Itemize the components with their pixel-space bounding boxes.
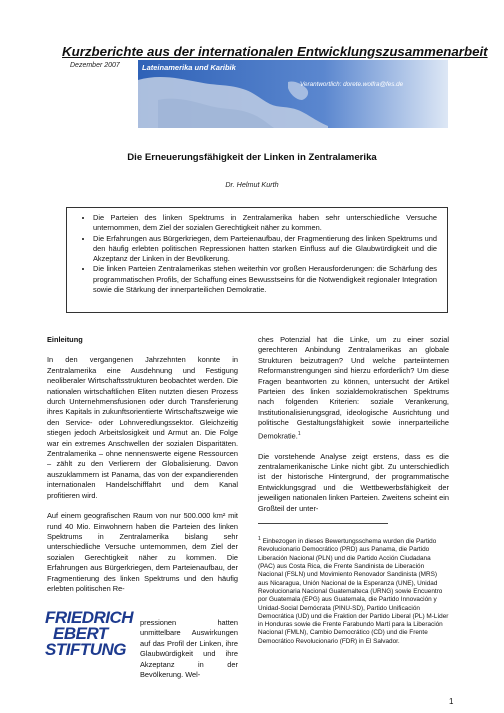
region-label: Lateinamerika und Karibik: [142, 63, 236, 72]
footnote-number: 1: [258, 536, 261, 542]
footnote: [258, 535, 449, 646]
left-column: [47, 335, 238, 604]
summary-item: • Die Erfahrungen aus Bürgerkriegen, dem Parteienaufbau, der Fragmentierung des linken Spektrums und den häufig erlebten politischen Repressionen hatten starken Einfluss auf die Glaubwürdigkeit und die Akzeptanz der Linken in der Bevölkerung.: [93, 234, 437, 265]
logo-text: FRIEDRICH: [45, 608, 134, 627]
footnote-text: Einbezogen in dieses Bewertungsschema wurden die Partido Revolucionario Democrático (PRD) aus Panama, die Partido Liberación Nacional (PLN) und die Partido Acción Ciudadana (PAC) aus Costa Rica, die Frente Sandinista de Liberación Nacional (FSLN) und Movimiento Renovador Sandinista (MRS) aus Nicaragua, Unión Nacional de la Esperanza (UNE), Unidad Revolucionaria Nacional Guatemalteca (URNG) sowie Encuentro por Guatemala (EPG) aus Guatemala, die Partido Innovación y Unidad-Social Demócrata (PINU-SD), Partido Unificación Democrática (UD) und die Fraktion der Partido Liberal (PL) M-Líder in Honduras sowie die Frente Farabundo Martí para la Liberación Nacional (FMLN), Cambio Democrático (CD) und die Frente Democrático Revolucionario (FDR) in El Salvador.: [258, 538, 449, 645]
body-paragraph: [258, 335, 449, 442]
body-paragraph: Auf einem geografischen Raum von nur 500.000 km² mit rund 40 Mio. Einwohnern haben die Parteien des linken Spektrums in Zentralamerika bislang sehr unterschiedliche Versuche unternommen, dem Ziel der sozialen Gerechtigkeit näher zu kommen. Die Erfahrungen aus Bürgerkriegen, dem Parteienaufbau, der Fragmentierung des linken Spektrums und den häufig erlebten politischen Re-: [47, 511, 238, 593]
footnote-ref[interactable]: 1: [297, 430, 301, 437]
article-author: Dr. Helmut Kurth: [225, 180, 279, 189]
logo-text: EBERT: [53, 624, 108, 643]
summary-item: • Die Parteien des linken Spektrums in Zentralamerika haben sehr unterschiedliche Versuche unternommen, dem Ziel der sozialen Gerechtigkeit näher zu kommen.: [93, 213, 437, 234]
publication-date: Dezember 2007: [70, 62, 120, 69]
body-text: ches Potenzial hat die Linke, um zu einer sozial gerechteren Anbindung Zentralamerikas an globale Strukturen beizutragen? Und welche parteiinternen Reformanstrengungen sind hierzu erforderlich? Um diese Fragen beantworten zu können, untersucht der Artikel Parteien des linken sozialdemokratischen Spektrums nach folgenden Kriterien: soziale Verankerung, Institutionalisierungsgrad, ideologische Ausrichtung und politische Gestaltungsfähigkeit sowie innerparteiliche Demokratie.: [258, 335, 449, 441]
summary-item: • Die linken Parteien Zentralamerikas stehen weiterhin vor großen Herausforderungen: die Schärfung des programmatischen Profils, der Schaffung eines Bewusstseins für die Notwendigkeit regionaler Integration sowie die Stärkung der innerparteilichen Demokratie.: [93, 264, 437, 295]
body-paragraph: Die vorstehende Analyse zeigt erstens, dass es die zentralamerikanische Linke nicht gibt. Zu unterschiedlich ist der historische Hintergrund, der programmatische Entwicklungsgrad und die Wettbewerbsfähigkeit der jeweiligen nationalen linken Parteien. Zweitens scheint ein Großteil der unter-: [258, 451, 449, 513]
right-column: [258, 335, 449, 524]
section-heading: Einleitung: [47, 335, 83, 344]
responsible-contact: Verantwortlich: dorete.wolfra@fes.de: [300, 81, 404, 88]
page-number: 1: [449, 697, 454, 706]
series-title: Kurzberichte aus der internationalen Entwicklungszusammenarbeit: [62, 44, 488, 59]
fes-logo: [45, 610, 140, 686]
summary-box: [66, 207, 448, 313]
footnote-divider: [258, 523, 388, 524]
summary-list: [67, 208, 447, 295]
body-paragraph: In den vergangenen Jahrzehnten konnte in Zentralamerika eine Ausdehnung und Festigung neoliberaler Wirtschaftsstrukturen beobachtet werden. Die nationalen wirtschaftlichen Eliten nutzten diesen Prozess durch Unternehmensfusionen oder durch Transferierung ihres Kapitals in zukunftsorientierte Wirtschaftszweige wie den Service- oder Lohnveredlungssektor. Gleichzeitig stiegen jedoch Arbeitslosigkeit und Armut an. Die Folge war ein extremes Anschwellen der sozialen Disparitäten. Zentralamerika – ohne nennenswerte eigene Ressourcen – zählt zu den Verlierern der Globalisierung. Davon auszuklammern ist Panama, das von der expandierenden internationalen Handelschifffahrt und dem Kanal profitieren wird.: [47, 355, 238, 500]
body-paragraph-wrap: pressionen hatten unmittelbare Auswirkungen auf das Profil der Linken, ihre Glaubwürdigkeit und ihre Akzeptanz in der Bevölkerung. Wel-: [140, 618, 238, 680]
logo-text: STIFTUNG: [45, 640, 126, 659]
article-title: Die Erneuerungsfähigkeit der Linken in Zentralamerika: [127, 152, 377, 163]
